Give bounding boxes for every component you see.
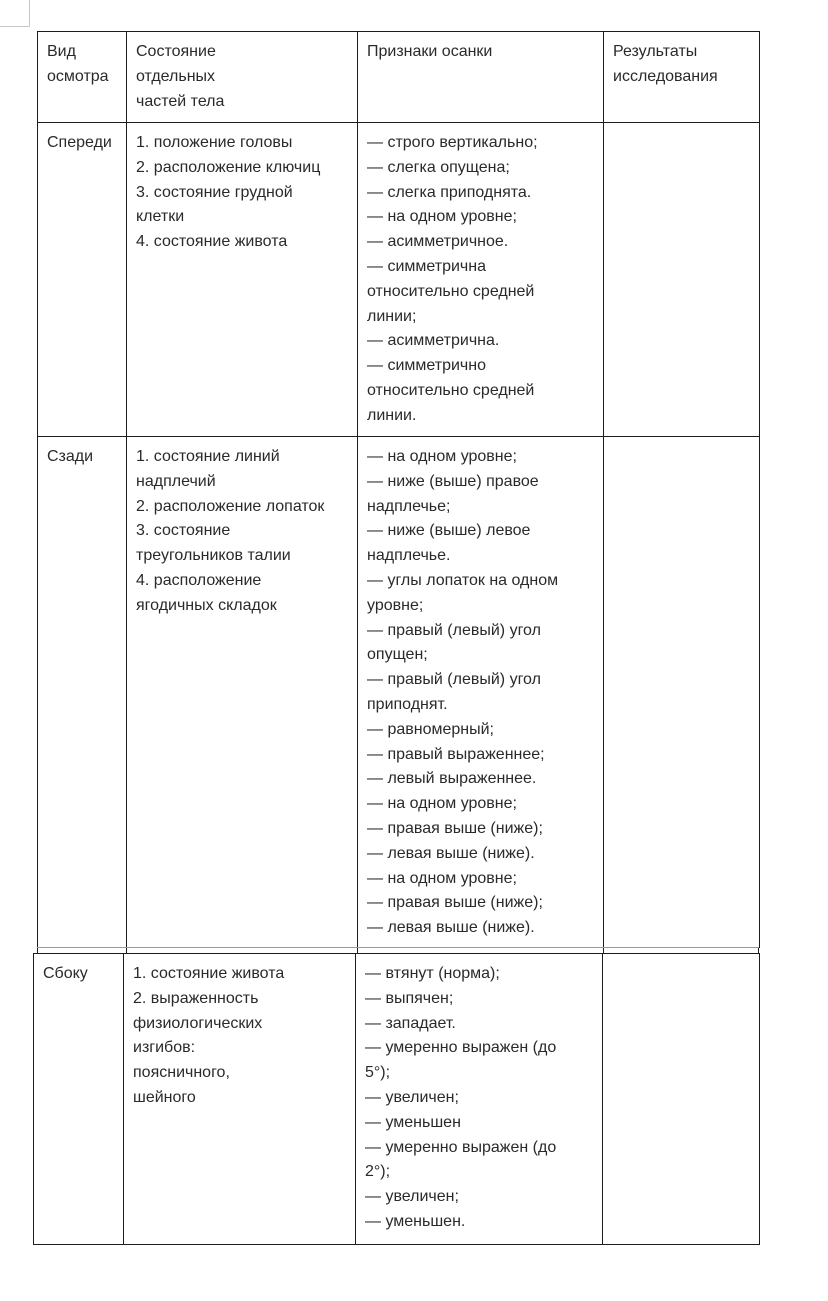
sign-line: надплечье; [367,497,451,515]
view-cell-side [34,954,124,1245]
sign-line: надплечье. [367,547,451,565]
sign-line: — углы лопаток на одном [367,571,559,589]
header-state-cell [127,32,358,123]
header-view-line: осмотра [47,67,109,85]
sign-line: — умеренно выражен (до [365,1039,557,1057]
table-row-side [34,954,760,1245]
state-line: шейного [133,1088,196,1106]
table-row-front [38,123,760,437]
header-results-cell [604,32,760,123]
sign-line: — правая выше (ниже); [367,819,543,837]
state-line: 3. состояние грудной [136,183,293,201]
posture-table-continued [33,953,760,1245]
sign-line: — умеренно выражен (до [365,1138,557,1156]
sign-line: — уменьшен [365,1113,461,1131]
state-line: изгибов: [133,1039,196,1057]
sign-line: — на одном уровне; [367,448,517,465]
sign-line: линии. [367,406,417,424]
state-line: 2. расположение ключиц [136,158,321,176]
view-label: Спереди [47,134,112,151]
sign-line: — втянут (норма); [365,965,500,982]
state-line: 4. состояние живота [136,233,288,251]
header-signs-cell [358,32,604,123]
sign-line: — симметрична [367,257,486,275]
state-line: физиологических [133,1014,263,1032]
view-label: Сбоку [43,965,88,982]
state-line: 2. расположение лопаток [136,497,325,515]
sign-line: — увеличен; [365,1088,459,1106]
sign-line: — на одном уровне; [367,208,517,226]
sign-line: — на одном уровне; [367,795,517,813]
sign-line: уровне; [367,596,424,614]
table-header-row [38,32,760,123]
sign-line: — левая выше (ниже). [367,919,535,937]
sign-line: — слегка опущена; [367,158,510,176]
state-line: 1. состояние линий [136,448,280,465]
header-state-line: Состояние [136,43,216,60]
sign-line: — на одном уровне; [367,869,517,887]
state-line: ягодичных складок [136,596,277,614]
sign-line: — увеличен; [365,1188,459,1206]
state-line: поясничного, [133,1064,230,1082]
header-view-line: Вид [47,43,76,60]
results-cell-front[interactable] [604,123,760,437]
sign-line: — равномерный; [367,720,494,738]
view-cell-back [38,437,127,949]
header-view-cell [38,32,127,123]
sign-line: — асимметрична. [367,332,500,350]
table-row-back [38,437,760,949]
state-cell-back [127,437,358,949]
sign-line: приподнят. [367,695,448,713]
sign-line: — уменьшен. [365,1212,466,1230]
state-line: клетки [136,208,185,226]
sign-line: опущен; [367,646,428,664]
signs-cell-side [356,954,603,1245]
state-line: треугольников талии [136,547,291,565]
sign-line: относительно средней [367,282,535,300]
state-line: 1. состояние живота [133,965,285,982]
view-label: Сзади [47,448,94,465]
posture-table [37,31,760,948]
state-line: 1. положение головы [136,134,293,151]
sign-line: — левый выраженнее. [367,770,537,788]
sign-line: — ниже (выше) левое [367,522,531,540]
sign-line: — левая выше (ниже). [367,844,535,862]
header-signs-line: Признаки осанки [367,43,493,60]
state-line: 3. состояние [136,522,231,540]
sign-line: — выпячен; [365,989,454,1007]
sign-line: относительно средней [367,381,535,399]
header-state-line: отдельных [136,67,216,85]
state-cell-side [124,954,356,1245]
sign-line: — правый (левый) угол [367,671,541,689]
sign-line: — правый выраженнее; [367,745,545,763]
state-line: 4. расположение [136,571,262,589]
view-cell-front [38,123,127,437]
sign-line: — строго вертикально; [367,134,538,151]
sign-line: линии; [367,307,417,325]
sign-line: — симметрично [367,357,486,375]
sign-line: — правая выше (ниже); [367,894,543,912]
page-corner-mark [0,0,30,27]
sign-line: — асимметричное. [367,233,509,251]
sign-line: — правый (левый) угол [367,621,541,639]
sign-line: — ниже (выше) правое [367,472,539,490]
header-results-line: Результаты [613,43,698,60]
signs-cell-front [358,123,604,437]
header-results-line: исследования [613,67,718,85]
header-state-line: частей тела [136,92,225,110]
state-line: 2. выраженность [133,989,259,1007]
sign-line: 5°); [365,1064,391,1082]
sign-line: — западает. [365,1014,456,1032]
sign-line: 2°); [365,1163,391,1181]
signs-cell-back [358,437,604,949]
state-cell-front [127,123,358,437]
state-line: надплечий [136,472,216,490]
results-cell-back[interactable] [604,437,760,949]
sign-line: — слегка приподнята. [367,183,532,201]
table-seam-line [37,947,759,948]
results-cell-side[interactable] [603,954,760,1245]
